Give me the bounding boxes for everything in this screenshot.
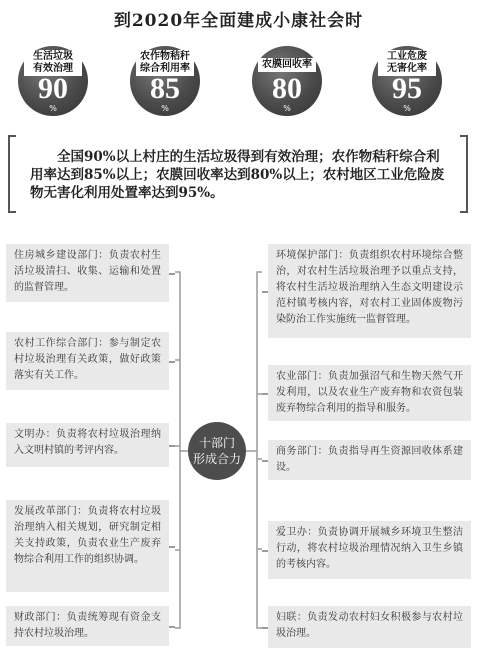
dept-commerce-box: 商务部门：负责指导再生资源回收体系建设。: [268, 440, 471, 480]
stat-unit: %: [161, 104, 169, 113]
stat-unit: %: [49, 104, 57, 113]
stat-value: 95: [392, 72, 422, 105]
dept-civilization-box: 文明办：负责将农村垃圾治理纳入文明村镇的考评内容。: [6, 423, 169, 467]
dept-rural-work-box: 农村工作综合部门：参与制定农村垃圾治理有关政策，做好政策落实有关工作。: [6, 332, 169, 390]
stat-unit: %: [283, 104, 291, 113]
dept-finance-box: 财政部门：负责统筹现有资金支持农村垃圾治理。: [6, 606, 169, 646]
stat-label: 工业危废 无害化率: [378, 50, 436, 76]
dept-health-box: 爱卫办：负责协调开展城乡环境卫生整洁行动，将农村垃圾治理情况纳入卫生乡镇的考核内容。: [268, 521, 471, 579]
stat-label: 农膜回收率: [258, 58, 316, 72]
dept-housing-box: 住房城乡建设部门：负责农村生活垃圾清扫、收集、运输和处置的监督管理。: [6, 244, 169, 302]
stat-unit: %: [403, 104, 411, 113]
hub-circle: 十部门 形成合力: [188, 422, 246, 480]
summary-text: 全国90%以上村庄的生活垃圾得到有效治理；农作物秸秆综合利用率达到85%以上；农膜回收率达到80%以上；农村地区工业危险废物无害化利用处置率达到95%。: [30, 149, 445, 201]
dept-agriculture-box: 农业部门：负责加强沼气和生物天然气开发利用，以及农业生产废弃物和农资包装废弃物综合利用的指导和服务。: [268, 365, 471, 421]
right-connector: [257, 272, 262, 628]
stat-value: 80: [272, 72, 302, 105]
left-connector: [175, 272, 180, 628]
dept-environment-box: 环境保护部门：负责组织农村环境综合整治，对农村生活垃圾治理予以重点支持，将农村生活垃圾治理纳入生态文明建设示范村镇考核内容，对农村工业固体废物污染防治工作实施统一监督管理。: [268, 244, 471, 338]
dept-womens-federation-box: 妇联：负责发动农村妇女积极参与农村垃圾治理。: [268, 606, 471, 648]
stat-label: 农作物秸秆 综合利用率: [136, 50, 194, 76]
page-title: 到2020年全面建成小康社会时: [113, 11, 364, 31]
stat-value: 90: [38, 72, 68, 105]
stat-value: 85: [150, 72, 180, 105]
stat-label: 生活垃圾 有效治理: [24, 50, 82, 76]
dept-development-box: 发展改革部门：负责将农村垃圾治理纳入相关规划，研究制定相关支持政策，负责农业生产废弃物综合利用工作的组织协调。: [6, 500, 169, 592]
